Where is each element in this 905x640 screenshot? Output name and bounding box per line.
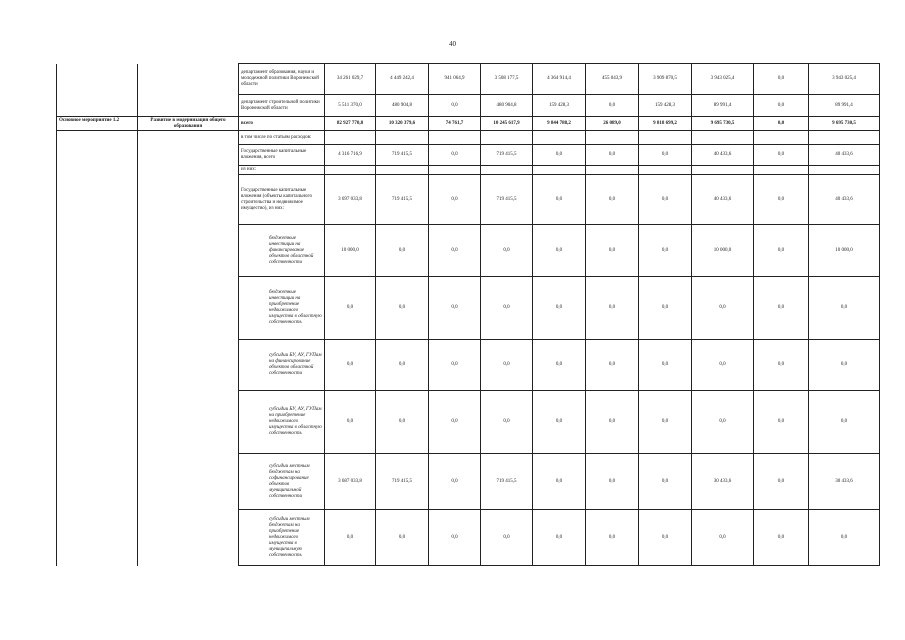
value-cell: 0,0	[481, 225, 533, 277]
value-cell: 0,0	[533, 391, 586, 454]
value-cell: 0,0	[754, 175, 809, 225]
value-cell: 10 245 617,9	[481, 117, 533, 131]
value-cell	[481, 166, 533, 175]
value-cell: 0,0	[533, 145, 586, 166]
event-name-cell	[138, 95, 239, 117]
event-name-cell	[138, 145, 239, 166]
event-name-cell	[138, 510, 239, 566]
event-name-cell	[138, 64, 239, 95]
row-label-cell: из них:	[239, 166, 325, 175]
event-name-cell	[138, 277, 239, 340]
event-code-cell	[57, 64, 138, 95]
value-cell: 0,0	[481, 277, 533, 340]
value-cell	[429, 131, 481, 145]
row-label-cell: департамент образования, науки и молодежной политики Воронежской области	[239, 64, 325, 95]
value-cell: 0,0	[533, 340, 586, 391]
value-cell	[639, 166, 692, 175]
table-row	[57, 95, 880, 117]
value-cell: 10 000,0	[809, 225, 880, 277]
value-cell: 74 761,7	[429, 117, 481, 131]
value-cell: 0,0	[692, 340, 754, 391]
value-cell: 4 449 242,4	[376, 64, 429, 95]
value-cell: 26 089,0	[586, 117, 639, 131]
value-cell: 0,0	[376, 277, 429, 340]
value-cell: 480 904,8	[376, 95, 429, 117]
row-label-cell: Государственные капитальные вложения, всего	[239, 145, 325, 166]
value-cell: 0,0	[481, 391, 533, 454]
event-code-cell	[57, 145, 138, 166]
value-cell: 40 433,6	[692, 175, 754, 225]
value-cell: 0,0	[429, 340, 481, 391]
value-cell: 30 433,6	[692, 454, 754, 510]
value-cell: 0,0	[533, 454, 586, 510]
row-label-cell: бюджетные инвестиции на финансирование объектов областной собственности	[239, 225, 325, 277]
value-cell: 3 943 025,4	[809, 64, 880, 95]
value-cell: 0,0	[586, 510, 639, 566]
value-cell: 3 687 033,8	[325, 454, 376, 510]
value-cell: 719 415,5	[376, 145, 429, 166]
value-cell: 89 991,4	[692, 95, 754, 117]
value-cell: 455 043,9	[586, 64, 639, 95]
value-cell	[325, 131, 376, 145]
value-cell: 0,0	[429, 454, 481, 510]
table-row	[57, 64, 880, 95]
value-cell	[692, 166, 754, 175]
value-cell: 0,0	[376, 225, 429, 277]
value-cell	[692, 131, 754, 145]
table-row	[57, 175, 880, 225]
value-cell: 0,0	[754, 340, 809, 391]
value-cell: 0,0	[533, 175, 586, 225]
table-row	[57, 510, 880, 566]
value-cell: 82 927 770,8	[325, 117, 376, 131]
value-cell: 0,0	[325, 277, 376, 340]
value-cell: 0,0	[809, 510, 880, 566]
table-row	[57, 340, 880, 391]
row-label-cell: субсидии БУ, АУ, ГУПам на приобретение недвижимого имущества в областную собственность	[239, 391, 325, 454]
value-cell: 0,0	[533, 225, 586, 277]
value-cell: 0,0	[481, 340, 533, 391]
value-cell: 3 909 870,5	[639, 64, 692, 95]
event-code-cell	[57, 510, 138, 566]
value-cell: 0,0	[325, 340, 376, 391]
row-label-cell: субсидии местным бюджетам на приобретение недвижимого имущества в муниципальную собственность	[239, 510, 325, 566]
value-cell: 0,0	[639, 277, 692, 340]
value-cell: 941 064,9	[429, 64, 481, 95]
event-name-cell	[138, 131, 239, 145]
value-cell	[809, 166, 880, 175]
event-name-cell: Развитие в модернизация общего образования	[138, 117, 239, 131]
event-name-cell	[138, 225, 239, 277]
table-row	[57, 131, 880, 145]
event-code-cell: Основное мероприятие 1.2	[57, 117, 138, 131]
table-row	[57, 145, 880, 166]
event-code-cell	[57, 175, 138, 225]
value-cell: 719 415,5	[481, 145, 533, 166]
event-code-cell	[57, 340, 138, 391]
value-cell: 0,0	[754, 64, 809, 95]
event-code-cell	[57, 277, 138, 340]
value-cell: 0,0	[639, 145, 692, 166]
value-cell: 89 991,4	[809, 95, 880, 117]
value-cell: 9 695 730,5	[692, 117, 754, 131]
value-cell: 3 697 033,8	[325, 175, 376, 225]
value-cell: 0,0	[429, 277, 481, 340]
value-cell	[533, 131, 586, 145]
value-cell: 0,0	[754, 145, 809, 166]
event-code-cell	[57, 166, 138, 175]
value-cell: 0,0	[429, 510, 481, 566]
event-code-cell	[57, 225, 138, 277]
row-label-cell: Государственные капитальные вложения (объекты капитального строительства и недвижимое имущество), из них:	[239, 175, 325, 225]
value-cell: 0,0	[692, 277, 754, 340]
value-cell	[376, 131, 429, 145]
event-name-cell	[138, 175, 239, 225]
event-name-cell	[138, 166, 239, 175]
value-cell: 3 508 177,5	[481, 64, 533, 95]
value-cell: 40 433,6	[809, 175, 880, 225]
value-cell: 0,0	[754, 510, 809, 566]
value-cell	[481, 131, 533, 145]
value-cell: 9 818 699,2	[639, 117, 692, 131]
table-row	[57, 117, 880, 131]
value-cell	[586, 131, 639, 145]
value-cell: 40 433,6	[692, 145, 754, 166]
budget-table	[56, 63, 880, 566]
value-cell	[325, 166, 376, 175]
event-name-cell	[138, 391, 239, 454]
value-cell: 0,0	[376, 391, 429, 454]
value-cell: 0,0	[586, 145, 639, 166]
value-cell	[429, 166, 481, 175]
value-cell	[754, 131, 809, 145]
value-cell: 0,0	[639, 175, 692, 225]
value-cell	[809, 131, 880, 145]
value-cell: 30 433,6	[809, 454, 880, 510]
table-row	[57, 454, 880, 510]
row-label-cell: всего	[239, 117, 325, 131]
value-cell: 480 904,8	[481, 95, 533, 117]
value-cell	[376, 166, 429, 175]
event-code-cell	[57, 454, 138, 510]
row-label-cell: в том числе по статьям расходов:	[239, 131, 325, 145]
table-body	[57, 64, 880, 566]
value-cell: 10 000,0	[325, 225, 376, 277]
value-cell: 0,0	[586, 454, 639, 510]
value-cell: 0,0	[429, 95, 481, 117]
value-cell: 3 943 025,4	[692, 64, 754, 95]
value-cell: 4 316 716,9	[325, 145, 376, 166]
value-cell: 0,0	[325, 510, 376, 566]
value-cell: 0,0	[533, 510, 586, 566]
row-label-cell: бюджетные инвестиции на приобретение недвижимого имущества в областную собственность	[239, 277, 325, 340]
table-row	[57, 225, 880, 277]
value-cell: 0,0	[692, 510, 754, 566]
value-cell: 719 415,5	[376, 454, 429, 510]
value-cell: 0,0	[639, 510, 692, 566]
value-cell: 0,0	[325, 391, 376, 454]
value-cell: 0,0	[754, 95, 809, 117]
value-cell: 0,0	[586, 391, 639, 454]
event-name-cell	[138, 454, 239, 510]
value-cell: 0,0	[586, 340, 639, 391]
row-label-cell: субсидии местным бюджетам на софинансирование объектов муниципальной собственности	[239, 454, 325, 510]
value-cell: 5 511 370,0	[325, 95, 376, 117]
value-cell: 0,0	[639, 391, 692, 454]
table-row	[57, 166, 880, 175]
value-cell: 0,0	[429, 225, 481, 277]
value-cell: 10 000,0	[692, 225, 754, 277]
value-cell: 0,0	[376, 340, 429, 391]
value-cell: 0,0	[429, 145, 481, 166]
table-row	[57, 391, 880, 454]
value-cell: 0,0	[376, 510, 429, 566]
value-cell: 0,0	[481, 510, 533, 566]
value-cell: 0,0	[809, 391, 880, 454]
event-code-cell	[57, 391, 138, 454]
value-cell: 0,0	[809, 340, 880, 391]
value-cell: 0,0	[809, 277, 880, 340]
value-cell: 0,0	[639, 454, 692, 510]
value-cell: 40 433,6	[809, 145, 880, 166]
value-cell: 0,0	[429, 175, 481, 225]
row-label-cell: субсидии БУ, АУ, ГУПам на финансирование объектов областной собственности	[239, 340, 325, 391]
value-cell: 159 428,3	[639, 95, 692, 117]
value-cell: 0,0	[586, 225, 639, 277]
value-cell: 0,0	[429, 391, 481, 454]
value-cell: 0,0	[639, 340, 692, 391]
value-cell	[586, 166, 639, 175]
value-cell: 0,0	[692, 391, 754, 454]
value-cell: 719 415,5	[481, 175, 533, 225]
table-row	[57, 277, 880, 340]
value-cell: 0,0	[586, 175, 639, 225]
row-label-cell: департамент строительной политики Воронежской области	[239, 95, 325, 117]
value-cell: 34 261 029,7	[325, 64, 376, 95]
value-cell: 0,0	[639, 225, 692, 277]
value-cell: 0,0	[754, 391, 809, 454]
value-cell: 0,0	[754, 277, 809, 340]
value-cell	[754, 166, 809, 175]
value-cell: 10 320 379,6	[376, 117, 429, 131]
value-cell: 719 415,5	[481, 454, 533, 510]
value-cell: 719 415,5	[376, 175, 429, 225]
value-cell: 0,0	[586, 95, 639, 117]
value-cell	[533, 166, 586, 175]
value-cell: 9 695 730,5	[809, 117, 880, 131]
value-cell: 159 428,3	[533, 95, 586, 117]
value-cell: 0,0	[754, 117, 809, 131]
value-cell: 9 844 788,2	[533, 117, 586, 131]
event-name-cell	[138, 340, 239, 391]
value-cell: 0,0	[754, 225, 809, 277]
event-code-cell	[57, 131, 138, 145]
value-cell: 4 364 914,4	[533, 64, 586, 95]
event-code-cell	[57, 95, 138, 117]
value-cell	[639, 131, 692, 145]
page-number: 40	[449, 40, 456, 48]
value-cell: 0,0	[754, 454, 809, 510]
value-cell: 0,0	[533, 277, 586, 340]
value-cell: 0,0	[586, 277, 639, 340]
